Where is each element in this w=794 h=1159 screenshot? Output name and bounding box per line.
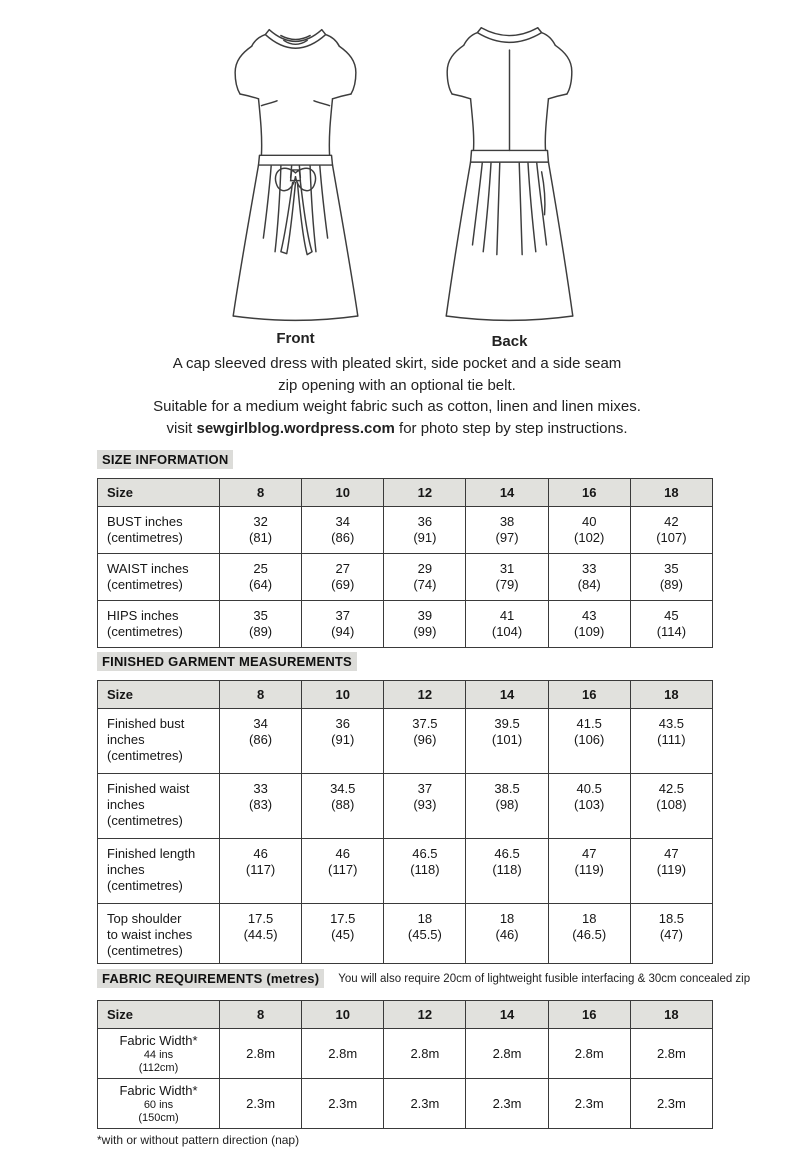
value-cell: 42 (107) — [630, 507, 712, 554]
fabric-requirements-note: You will also require 20cm of lightweight fusible interfacing & 30cm concealed zip — [338, 972, 751, 985]
value-cell: 41.5 (106) — [548, 709, 630, 774]
value-cell: 47 (119) — [548, 839, 630, 904]
value-cell: 33 (83) — [220, 774, 302, 839]
value-cell: 2.3m — [548, 1079, 630, 1129]
fabric-requirements-table — [97, 1000, 713, 1129]
description-line: Suitable for a medium weight fabric such as cotton, linen and linen mixes. — [153, 398, 641, 415]
value-cell: 18.5 (47) — [630, 904, 712, 964]
back-dress-drawing — [417, 6, 602, 328]
header-cell-size: 14 — [466, 479, 548, 507]
blog-url-text: sewgirlblog.wordpress.com — [196, 419, 395, 437]
table-row — [98, 1029, 713, 1079]
value-cell: 31 (79) — [466, 554, 548, 601]
value-cell: 34.5 (88) — [302, 774, 384, 839]
table-row — [98, 774, 713, 839]
value-cell: 2.3m — [384, 1079, 466, 1129]
row-label: Finished waist inches (centimetres) — [98, 774, 220, 839]
value-cell: 34 (86) — [220, 709, 302, 774]
value-cell: 39 (99) — [384, 601, 466, 648]
header-cell-label: Size — [98, 681, 220, 709]
value-cell: 34 (86) — [302, 507, 384, 554]
value-cell: 2.8m — [302, 1029, 384, 1079]
value-cell: 37 (94) — [302, 601, 384, 648]
value-cell: 45 (114) — [630, 601, 712, 648]
header-cell-size: 18 — [630, 1001, 712, 1029]
row-label: Top shoulder to waist inches (centimetres) — [98, 904, 220, 964]
value-cell: 18 (46.5) — [548, 904, 630, 964]
finished-garment-heading: FINISHED GARMENT MEASUREMENTS — [97, 652, 357, 671]
description-line: zip opening with an optional tie belt. — [278, 376, 516, 394]
value-cell: 17.5 (45) — [302, 904, 384, 964]
value-cell: 2.8m — [630, 1029, 712, 1079]
header-cell-size: 16 — [548, 681, 630, 709]
value-cell: 38 (97) — [466, 507, 548, 554]
table-row — [98, 709, 713, 774]
value-cell: 41 (104) — [466, 601, 548, 648]
nap-footnote: *with or without pattern direction (nap) — [97, 1133, 300, 1147]
row-label: HIPS inches (centimetres) — [98, 601, 220, 648]
value-cell: 37.5 (96) — [384, 709, 466, 774]
value-cell: 35 (89) — [220, 601, 302, 648]
value-cell: 38.5 (98) — [466, 774, 548, 839]
header-cell-size: 16 — [548, 479, 630, 507]
pattern-description — [0, 353, 794, 439]
value-cell: 42.5 (108) — [630, 774, 712, 839]
header-cell-size: 10 — [302, 479, 384, 507]
value-cell: 2.8m — [466, 1029, 548, 1079]
value-cell: 47 (119) — [630, 839, 712, 904]
visit-text-suffix: for photo step by step instructions. — [394, 419, 628, 437]
table-row — [98, 1079, 713, 1129]
header-cell-size: 10 — [302, 1001, 384, 1029]
value-cell: 43 (109) — [548, 601, 630, 648]
row-label: Fabric Width* 60 ins (150cm) — [98, 1079, 220, 1129]
value-cell: 46.5 (118) — [384, 839, 466, 904]
value-cell: 29 (74) — [384, 554, 466, 601]
value-cell: 2.3m — [220, 1079, 302, 1129]
value-cell: 36 (91) — [302, 709, 384, 774]
value-cell: 36 (91) — [384, 507, 466, 554]
value-cell: 2.8m — [384, 1029, 466, 1079]
visit-text-prefix: visit — [166, 419, 197, 437]
value-cell: 27 (69) — [302, 554, 384, 601]
row-label: BUST inches (centimetres) — [98, 507, 220, 554]
header-cell-size: 12 — [384, 681, 466, 709]
value-cell: 17.5 (44.5) — [220, 904, 302, 964]
value-cell: 2.8m — [220, 1029, 302, 1079]
value-cell: 40.5 (103) — [548, 774, 630, 839]
description-line — [0, 418, 794, 440]
value-cell: 25 (64) — [220, 554, 302, 601]
header-cell-label: Size — [98, 479, 220, 507]
value-cell: 2.8m — [548, 1029, 630, 1079]
value-cell: 39.5 (101) — [466, 709, 548, 774]
value-cell: 2.3m — [466, 1079, 548, 1129]
value-cell: 46 (117) — [302, 839, 384, 904]
header-cell-size: 18 — [630, 479, 712, 507]
header-cell-size: 14 — [466, 681, 548, 709]
table-row — [98, 554, 713, 601]
header-cell-size: 8 — [220, 1001, 302, 1029]
finished-garment-table — [97, 680, 713, 964]
value-cell: 2.3m — [630, 1079, 712, 1129]
table-row — [98, 839, 713, 904]
value-cell: 46.5 (118) — [466, 839, 548, 904]
row-label: Fabric Width* 44 ins (112cm) — [98, 1029, 220, 1079]
table-row — [98, 507, 713, 554]
header-cell-size: 8 — [220, 681, 302, 709]
table-row — [98, 904, 713, 964]
header-cell-size: 10 — [302, 681, 384, 709]
header-cell-size: 18 — [630, 681, 712, 709]
value-cell: 43.5 (111) — [630, 709, 712, 774]
front-drawing-label: Front — [276, 330, 315, 347]
front-dress-drawing — [203, 6, 388, 328]
size-information-table — [97, 478, 713, 648]
row-label: Finished bust inches (centimetres) — [98, 709, 220, 774]
header-cell-size: 14 — [466, 1001, 548, 1029]
value-cell: 33 (84) — [548, 554, 630, 601]
value-cell: 18 (45.5) — [384, 904, 466, 964]
header-cell-label: Size — [98, 1001, 220, 1029]
header-cell-size: 12 — [384, 479, 466, 507]
back-drawing-label: Back — [491, 333, 528, 350]
value-cell: 40 (102) — [548, 507, 630, 554]
header-cell-size: 16 — [548, 1001, 630, 1029]
row-label: WAIST inches (centimetres) — [98, 554, 220, 601]
row-label: Finished length inches (centimetres) — [98, 839, 220, 904]
value-cell: 37 (93) — [384, 774, 466, 839]
table-header-row — [98, 479, 713, 507]
description-line: A cap sleeved dress with pleated skirt, side pocket and a side seam — [172, 355, 622, 372]
table-row — [98, 601, 713, 648]
fabric-requirements-heading-row — [97, 969, 750, 988]
value-cell: 2.3m — [302, 1079, 384, 1129]
header-cell-size: 8 — [220, 479, 302, 507]
fabric-requirements-heading: FABRIC REQUIREMENTS (metres) — [97, 969, 324, 988]
value-cell: 46 (117) — [220, 839, 302, 904]
size-information-heading: SIZE INFORMATION — [97, 450, 233, 469]
value-cell: 18 (46) — [466, 904, 548, 964]
table-header-row — [98, 1001, 713, 1029]
header-cell-size: 12 — [384, 1001, 466, 1029]
value-cell: 35 (89) — [630, 554, 712, 601]
table-header-row — [98, 681, 713, 709]
value-cell: 32 (81) — [220, 507, 302, 554]
